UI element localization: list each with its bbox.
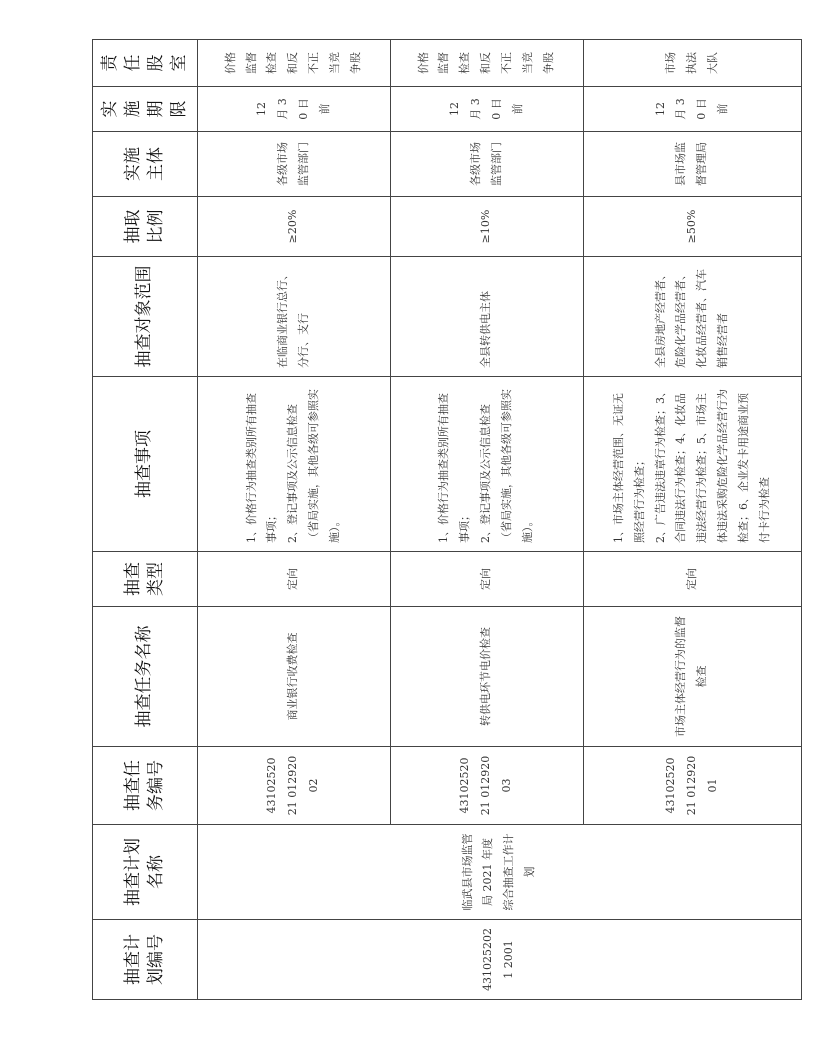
header-subject: 实施主体	[93, 132, 198, 197]
dept-cell: 价格监督检查和反不正当竞争股	[390, 40, 583, 87]
deadline-cell: 12 月 30 日前	[390, 87, 583, 132]
task-no-cell: 4310252021 01292003	[390, 747, 583, 825]
scope-cell: 在临商业银行总行、分行、支行	[197, 257, 390, 377]
header-row	[93, 40, 198, 1000]
deadline-cell: 12 月 30 日前	[583, 87, 801, 132]
plan-no-cell: 4310252021 2001	[197, 920, 801, 1000]
rotated-table-sheet	[92, 40, 802, 1000]
ratio-cell: ≥20%	[197, 197, 390, 257]
items-cell	[197, 377, 390, 552]
item-line: 1、价格行为抽查类别所有抽查事项；	[244, 393, 279, 543]
subject-cell: 县市场监督管理局	[583, 132, 801, 197]
header-plan-name: 抽查计划名称	[93, 825, 198, 920]
ratio-cell: ≥10%	[390, 197, 583, 257]
header-task-name: 抽查任务名称	[93, 607, 198, 747]
header-deadline: 实施期限	[93, 87, 198, 132]
item-line: 2、登记事项及公示信息检查（省局实施，其他各级可参照实施）。	[286, 389, 342, 543]
header-items: 抽查事项	[93, 377, 198, 552]
header-plan-no: 抽查计划编号	[93, 920, 198, 1000]
scope-cell: 全县转供电主体	[390, 257, 583, 377]
item-line: 2、登记事项及公示信息检查（省局实施，其他各级可参照实施）。	[479, 389, 535, 543]
header-ratio: 抽取比例	[93, 197, 198, 257]
header-scope: 抽查对象范围	[93, 257, 198, 377]
items-cell	[390, 377, 583, 552]
items-cell	[583, 377, 801, 552]
task-name-cell: 商业银行收费检查	[197, 607, 390, 747]
subject-cell: 各级市场监管部门	[390, 132, 583, 197]
header-task-no: 抽查任务编号	[93, 747, 198, 825]
task-no-cell: 4310252021 01292001	[583, 747, 801, 825]
task-no-cell: 4310252021 01292002	[197, 747, 390, 825]
random-inspection-table	[92, 39, 802, 1000]
task-name-cell: 市场主体经营行为的监督检查	[583, 607, 801, 747]
ratio-cell: ≥50%	[583, 197, 801, 257]
header-check-type: 抽查类型	[93, 552, 198, 607]
scope-cell: 全县房地产经营者、危险化学品经营者、化妆品经营者、汽车销售经营者	[583, 257, 801, 377]
plan-name-cell: 临武县市场监管局 2021 年度综合抽查工作计划	[197, 825, 801, 920]
task-name-cell: 转供电环节电价检查	[390, 607, 583, 747]
dept-cell: 市场执法大队	[583, 40, 801, 87]
deadline-cell: 12 月 30 日前	[197, 87, 390, 132]
dept-cell: 价格监督检查和反不正当竞争股	[197, 40, 390, 87]
table-row	[197, 40, 390, 1000]
item-line: 1、市场主体经营范围、无证无照经营行为检查；	[611, 393, 646, 543]
check-type-cell: 定向	[390, 552, 583, 607]
item-line: 2、广告违法违章行为检查；3、合同违法行为检查；4、化妆品违法经营行为检查；5、市场主体违法采购危险化学品经营行为检查；6、企业发卡用途商业预付卡行为检查	[653, 386, 772, 543]
check-type-cell: 定向	[197, 552, 390, 607]
header-dept: 责任股室	[93, 40, 198, 87]
check-type-cell: 定向	[583, 552, 801, 607]
item-line: 1、价格行为抽查类别所有抽查事项；	[437, 393, 472, 543]
subject-cell: 各级市场监管部门	[197, 132, 390, 197]
